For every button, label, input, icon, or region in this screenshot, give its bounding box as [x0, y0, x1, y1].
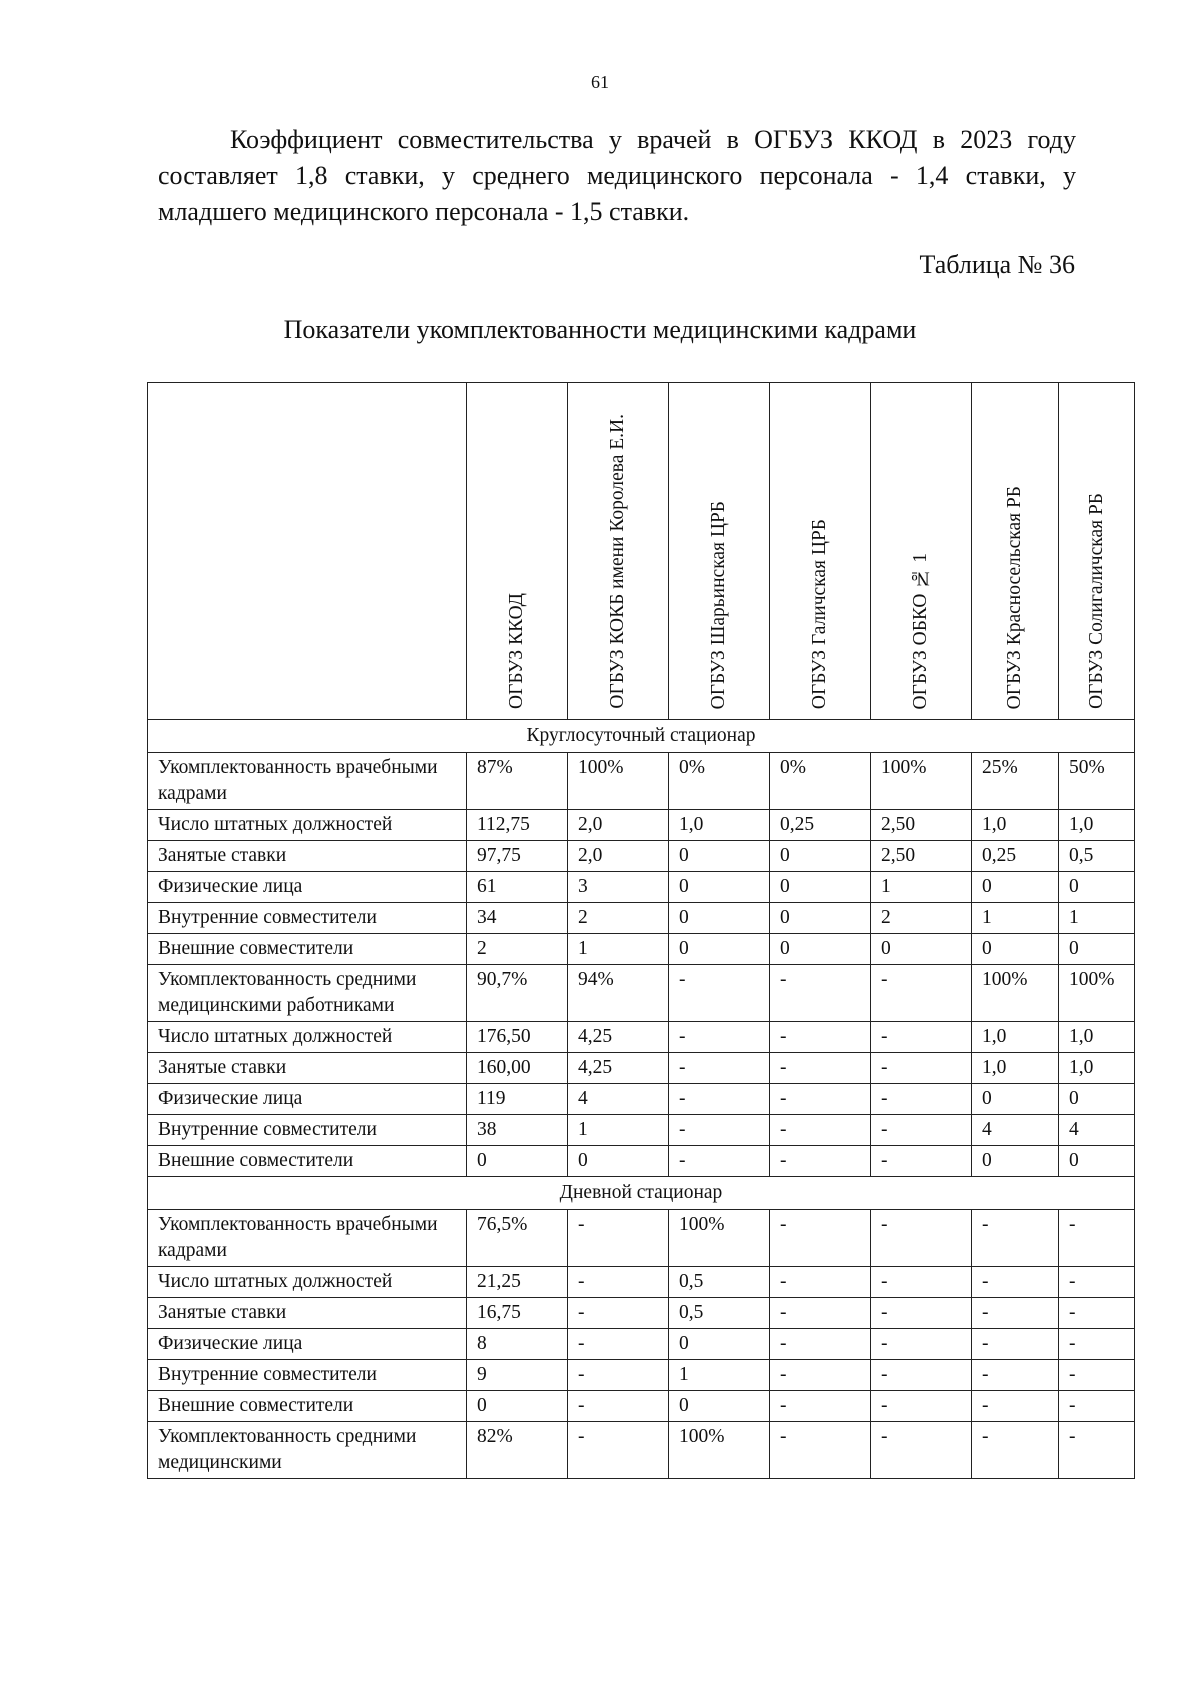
value-cell: 100% — [669, 1210, 770, 1267]
value-cell: - — [669, 1053, 770, 1084]
value-cell: 100% — [669, 1422, 770, 1479]
value-cell: 0 — [770, 841, 871, 872]
value-cell: 1,0 — [972, 810, 1059, 841]
row-label: Внутренние совместители — [148, 1360, 467, 1391]
value-cell: 2 — [467, 934, 568, 965]
value-cell: 1,0 — [1059, 1053, 1135, 1084]
row-label: Внешние совместители — [148, 1146, 467, 1177]
value-cell: - — [1059, 1210, 1135, 1267]
value-cell: - — [871, 1360, 972, 1391]
value-cell: - — [770, 1210, 871, 1267]
table-row — [148, 841, 1135, 872]
row-label: Укомплектованность средними медицинскими — [148, 1422, 467, 1479]
value-cell: - — [1059, 1329, 1135, 1360]
table-row — [148, 1022, 1135, 1053]
value-cell: - — [871, 965, 972, 1022]
column-header-label: ОГБУЗ Шарьинская ЦРБ — [708, 500, 729, 709]
value-cell: 0 — [972, 1146, 1059, 1177]
value-cell: 0 — [770, 872, 871, 903]
value-cell: 0,5 — [1059, 841, 1135, 872]
value-cell: 100% — [1059, 965, 1135, 1022]
section-row — [148, 720, 1135, 753]
value-cell: 0 — [669, 872, 770, 903]
value-cell: 2,50 — [871, 841, 972, 872]
value-cell: 90,7% — [467, 965, 568, 1022]
value-cell: 0 — [770, 934, 871, 965]
value-cell: - — [770, 1146, 871, 1177]
column-header-label: ОГБУЗ ККОД — [506, 592, 527, 709]
value-cell: - — [770, 1267, 871, 1298]
value-cell: 1 — [1059, 903, 1135, 934]
value-cell: - — [770, 1360, 871, 1391]
value-cell: 1,0 — [972, 1053, 1059, 1084]
value-cell: 0 — [972, 934, 1059, 965]
value-cell: 112,75 — [467, 810, 568, 841]
table-row — [148, 1391, 1135, 1422]
value-cell: 87% — [467, 753, 568, 810]
section-row — [148, 1177, 1135, 1210]
row-label: Физические лица — [148, 1329, 467, 1360]
value-cell: 2,0 — [568, 841, 669, 872]
table-row — [148, 934, 1135, 965]
value-cell: - — [568, 1298, 669, 1329]
value-cell: 4 — [1059, 1115, 1135, 1146]
column-header-label: ОГБУЗ Галичская ЦРБ — [809, 518, 830, 709]
table-row — [148, 753, 1135, 810]
value-cell: 1,0 — [972, 1022, 1059, 1053]
row-label: Внешние совместители — [148, 934, 467, 965]
value-cell: 100% — [871, 753, 972, 810]
table-row — [148, 965, 1135, 1022]
value-cell: 2,0 — [568, 810, 669, 841]
column-header — [669, 383, 770, 720]
value-cell: 0 — [770, 903, 871, 934]
value-cell: 1 — [669, 1360, 770, 1391]
row-label: Физические лица — [148, 1084, 467, 1115]
value-cell: 82% — [467, 1422, 568, 1479]
table-row — [148, 1329, 1135, 1360]
value-cell: 94% — [568, 965, 669, 1022]
value-cell: 38 — [467, 1115, 568, 1146]
intro-paragraph: Коэффициент совместительства у врачей в ОГБУЗ ККОД в 2023 году составляет 1,8 ставки, у среднего медицинского персонала - 1,4 ставки, у младшего медицинского персонала - 1,5 ставки. — [158, 125, 1076, 226]
value-cell: 0 — [972, 872, 1059, 903]
row-label: Укомплектованность врачебными кадрами — [148, 753, 467, 810]
value-cell: - — [770, 1084, 871, 1115]
value-cell: 76,5% — [467, 1210, 568, 1267]
value-cell: - — [972, 1267, 1059, 1298]
value-cell: 0 — [669, 934, 770, 965]
value-cell: 1,0 — [669, 810, 770, 841]
value-cell: 21,25 — [467, 1267, 568, 1298]
value-cell: - — [568, 1267, 669, 1298]
value-cell: - — [669, 1115, 770, 1146]
value-cell: - — [669, 965, 770, 1022]
value-cell: - — [871, 1210, 972, 1267]
value-cell: - — [1059, 1422, 1135, 1479]
value-cell: 34 — [467, 903, 568, 934]
value-cell: - — [770, 1422, 871, 1479]
column-header-label: ОГБУЗ Красносельская РБ — [1004, 485, 1025, 709]
value-cell: - — [871, 1146, 972, 1177]
staffing-table — [147, 382, 1135, 1479]
value-cell: 61 — [467, 872, 568, 903]
column-header — [568, 383, 669, 720]
page-number: 61 — [591, 72, 609, 92]
column-header — [467, 383, 568, 720]
value-cell: - — [871, 1422, 972, 1479]
value-cell: - — [669, 1146, 770, 1177]
table-row — [148, 1267, 1135, 1298]
value-cell: 3 — [568, 872, 669, 903]
value-cell: - — [669, 1022, 770, 1053]
value-cell: - — [871, 1391, 972, 1422]
value-cell: - — [568, 1329, 669, 1360]
value-cell: 1,0 — [1059, 1022, 1135, 1053]
column-header — [1059, 383, 1135, 720]
value-cell: - — [1059, 1360, 1135, 1391]
value-cell: 0 — [972, 1084, 1059, 1115]
table-row — [148, 1115, 1135, 1146]
value-cell: 4 — [568, 1084, 669, 1115]
value-cell: - — [770, 1022, 871, 1053]
value-cell: - — [770, 1053, 871, 1084]
value-cell: - — [770, 1329, 871, 1360]
value-cell: - — [568, 1391, 669, 1422]
value-cell: 16,75 — [467, 1298, 568, 1329]
column-header-label: ОГБУЗ КОКБ имени Королева Е.И. — [607, 414, 628, 709]
value-cell: - — [770, 965, 871, 1022]
value-cell: 8 — [467, 1329, 568, 1360]
value-cell: - — [871, 1115, 972, 1146]
row-label: Занятые ставки — [148, 841, 467, 872]
value-cell: - — [568, 1422, 669, 1479]
value-cell: 0 — [871, 934, 972, 965]
value-cell: - — [568, 1360, 669, 1391]
value-cell: 160,00 — [467, 1053, 568, 1084]
table-row — [148, 1146, 1135, 1177]
value-cell: 0 — [669, 903, 770, 934]
value-cell: - — [871, 1084, 972, 1115]
column-header — [871, 383, 972, 720]
header-corner-cell — [148, 383, 467, 720]
row-label: Физические лица — [148, 872, 467, 903]
value-cell: - — [770, 1298, 871, 1329]
table-row — [148, 872, 1135, 903]
value-cell: 1,0 — [1059, 810, 1135, 841]
table-row — [148, 1360, 1135, 1391]
row-label: Число штатных должностей — [148, 1267, 467, 1298]
column-header-label: ОГБУЗ Солигаличская РБ — [1085, 493, 1107, 709]
row-label: Внешние совместители — [148, 1391, 467, 1422]
value-cell: - — [972, 1210, 1059, 1267]
row-label: Число штатных должностей — [148, 1022, 467, 1053]
value-cell: 1 — [568, 934, 669, 965]
value-cell: 1 — [972, 903, 1059, 934]
row-label: Внутренние совместители — [148, 903, 467, 934]
row-label: Занятые ставки — [148, 1053, 467, 1084]
value-cell: - — [972, 1391, 1059, 1422]
value-cell: 119 — [467, 1084, 568, 1115]
value-cell: - — [669, 1084, 770, 1115]
row-label: Внутренние совместители — [148, 1115, 467, 1146]
column-header-label: ОГБУЗ ОБКО № 1 — [910, 552, 931, 709]
value-cell: 0 — [1059, 872, 1135, 903]
value-cell: - — [972, 1422, 1059, 1479]
value-cell: 0 — [568, 1146, 669, 1177]
table-row — [148, 1422, 1135, 1479]
value-cell: 0 — [467, 1146, 568, 1177]
table-row — [148, 1053, 1135, 1084]
value-cell: 0% — [770, 753, 871, 810]
value-cell: 50% — [1059, 753, 1135, 810]
value-cell: - — [871, 1022, 972, 1053]
value-cell: - — [1059, 1267, 1135, 1298]
value-cell: - — [871, 1267, 972, 1298]
table-body — [148, 720, 1135, 1479]
row-label: Укомплектованность средними медицинскими работниками — [148, 965, 467, 1022]
value-cell: 97,75 — [467, 841, 568, 872]
table-row — [148, 903, 1135, 934]
row-label: Занятые ставки — [148, 1298, 467, 1329]
table-row — [148, 1084, 1135, 1115]
value-cell: - — [972, 1298, 1059, 1329]
value-cell: - — [871, 1053, 972, 1084]
value-cell: 0 — [1059, 1084, 1135, 1115]
value-cell: 0 — [669, 1391, 770, 1422]
section-title: Круглосуточный стационар — [148, 720, 1135, 753]
value-cell: - — [871, 1329, 972, 1360]
value-cell: 0 — [669, 1329, 770, 1360]
value-cell: 0% — [669, 753, 770, 810]
value-cell: - — [568, 1210, 669, 1267]
header-row — [148, 383, 1135, 720]
value-cell: 2 — [568, 903, 669, 934]
value-cell: 100% — [568, 753, 669, 810]
table-row — [148, 1210, 1135, 1267]
table-row — [148, 1298, 1135, 1329]
column-header — [770, 383, 871, 720]
table-title: Показатели укомплектованности медицинскими кадрами — [283, 315, 917, 344]
section-title: Дневной стационар — [148, 1177, 1135, 1210]
value-cell: 1 — [871, 872, 972, 903]
value-cell: 0 — [669, 841, 770, 872]
value-cell: 4,25 — [568, 1053, 669, 1084]
table-label: Таблица № 36 — [919, 250, 1075, 279]
value-cell: 0,25 — [972, 841, 1059, 872]
row-label: Число штатных должностей — [148, 810, 467, 841]
value-cell: 2,50 — [871, 810, 972, 841]
value-cell: 0,5 — [669, 1298, 770, 1329]
value-cell: - — [972, 1360, 1059, 1391]
value-cell: 0 — [1059, 934, 1135, 965]
value-cell: - — [1059, 1298, 1135, 1329]
value-cell: 100% — [972, 965, 1059, 1022]
value-cell: - — [770, 1115, 871, 1146]
value-cell: - — [871, 1298, 972, 1329]
value-cell: 0 — [467, 1391, 568, 1422]
value-cell: 2 — [871, 903, 972, 934]
value-cell: - — [972, 1329, 1059, 1360]
value-cell: - — [1059, 1391, 1135, 1422]
value-cell: 176,50 — [467, 1022, 568, 1053]
column-header — [972, 383, 1059, 720]
value-cell: 1 — [568, 1115, 669, 1146]
value-cell: 4 — [972, 1115, 1059, 1146]
value-cell: - — [770, 1391, 871, 1422]
value-cell: 25% — [972, 753, 1059, 810]
value-cell: 0,5 — [669, 1267, 770, 1298]
table-row — [148, 810, 1135, 841]
value-cell: 9 — [467, 1360, 568, 1391]
value-cell: 0 — [1059, 1146, 1135, 1177]
value-cell: 0,25 — [770, 810, 871, 841]
row-label: Укомплектованность врачебными кадрами — [148, 1210, 467, 1267]
value-cell: 4,25 — [568, 1022, 669, 1053]
